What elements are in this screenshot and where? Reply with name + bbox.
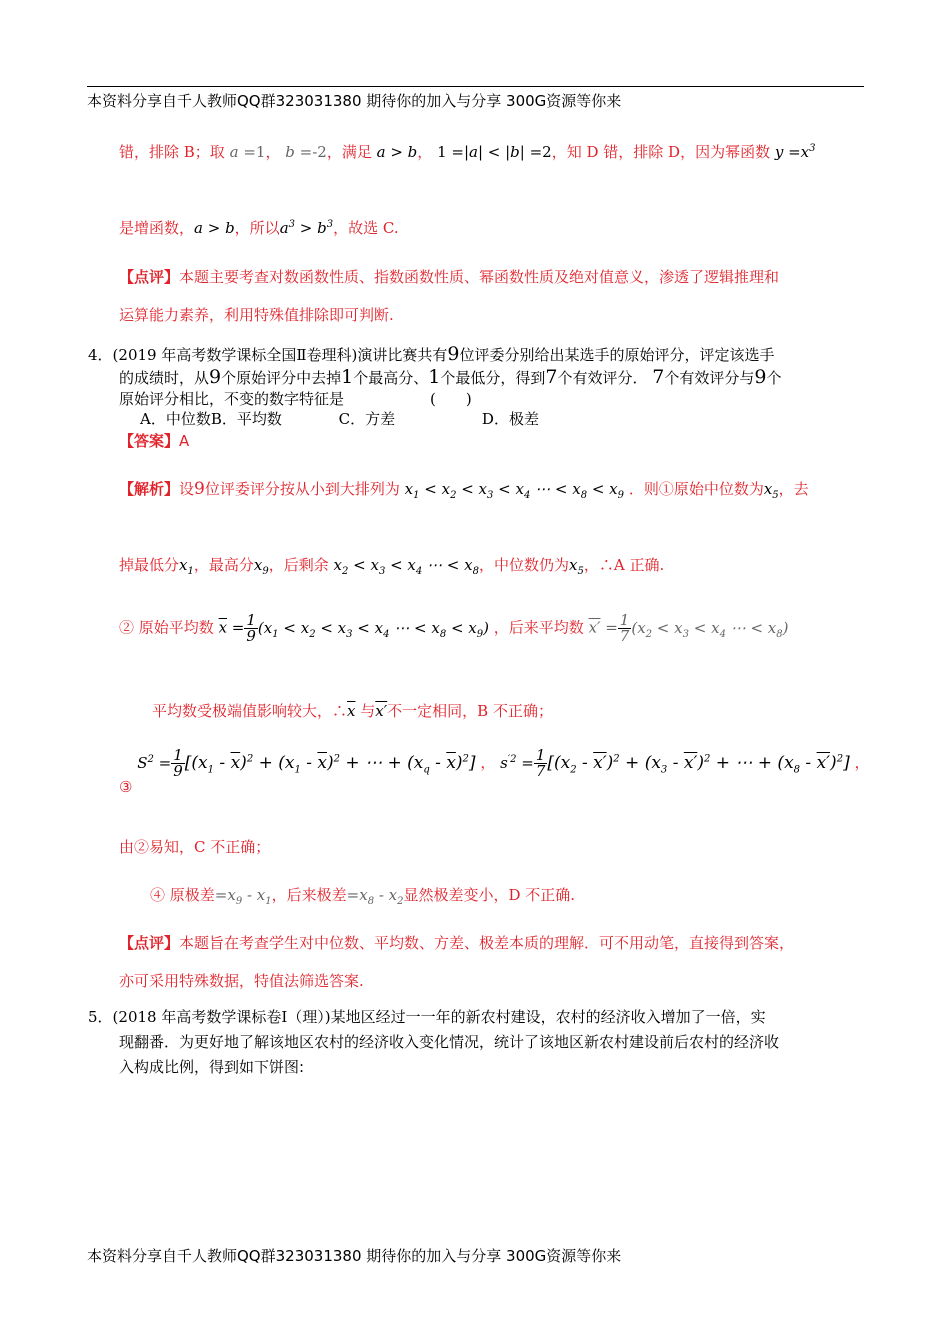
option-d: D．极差	[481, 410, 539, 428]
q4-stem-line2: 的成绩时，从9个原始评分中去掉1个最高分、1个最低分，得到7个有效评分． 7个有效评分与9个	[119, 366, 782, 388]
q4-stem-line1: 4．(2019 年高考数学课标全国Ⅱ卷理科)演讲比赛共有9位评委分别给出某选手的原始评分，评定该选手	[88, 343, 775, 365]
page-header: 本资料分享自千人教师QQ群323031380 期待你的加入与分享 300G资源等你来	[87, 92, 622, 110]
q4-stem-line3: 原始评分相比，不变的数字特征是 ( )	[119, 390, 472, 408]
q3-analysis-line2: 是增函数，a > b，所以$a^3 > b^3$，故选 C.	[119, 219, 399, 237]
page-footer: 本资料分享自千人教师QQ群323031380 期待你的加入与分享 300G资源等你来	[87, 1247, 622, 1265]
q4-analysis-line6: 由②易知，C 不正确；	[119, 838, 271, 856]
q4-review-line1: 【点评】本题旨在考查学生对中位数、平均数、方差、极差本质的理解．可不用动笔，直接得到答案，	[119, 934, 795, 952]
q4-analysis-line2: 掉最低分$x_1$，最高分$x_9$，后剩余 $x_2 < x_3 < x_4$ ⋯ < $x_8$，中位数仍为$x_5$，∴A 正确.	[119, 556, 665, 577]
q3-review-line2: 运算能力素养，利用特殊值排除即可判断.	[119, 306, 394, 324]
q4-options	[140, 408, 539, 429]
q4-answer: 【答案】A	[119, 432, 190, 450]
q4-analysis-line7: ④ 原极差$=x_9 - x_1$，后来极差$=x_8 - x_2$显然极差变小，D 不正确.	[150, 886, 576, 907]
option-a: A．中位数	[140, 410, 211, 428]
option-c: C．方差	[338, 410, 396, 428]
q4-analysis-line5: ③ $S^2$ = $\frac{1}{9}$ [$(x_1 - \overline{x})^2 + (x_1 - \overline{x})^2$ + ⋯ + $(x_q - \overline{x})^2$] ， $s^{'2}$ = $\frac{1}{7}$ [$(x_2 - x')^2 + (x_3 - x')^2$ + ⋯ + $(x_8 - x')^2$] ，	[119, 746, 870, 796]
q5-stem-line2: 现翻番．为更好地了解该地区农村的经济收入变化情况，统计了该地区新农村建设前后农村的经济收	[119, 1033, 780, 1051]
q5-stem-line1: 5．(2018 年高考数学课标卷Ⅰ（理）)某地区经过一一年的新农村建设，农村的经济收入增加了一倍，实	[88, 1008, 766, 1026]
q5-stem-line3: 入构成比例，得到如下饼图:	[119, 1058, 305, 1076]
q4-analysis-line3: ② 原始平均数 $\overline{x}$ = $\frac{1}{9}$ ($x_1 < x_2 < x_3 < x_4$ ⋯ < $x_8 < x_9$) ，后来平均数 x′ = $\frac{1}{7}$ ($x_2 < x_3 < x_4$ ⋯ < $x_8$)	[119, 611, 789, 645]
q4-review-line2: 亦可采用特殊数据，特值法筛选答案.	[119, 972, 364, 990]
option-b: B．平均数	[210, 410, 282, 428]
q3-analysis-line1: 错，排除 B；取 a =1， b =-2，满足 a > b， 1 =|a| < |b| =2，知 D 错，排除 D，因为幂函数 $y =x^3$	[119, 143, 816, 161]
q3-review-line1: 【点评】本题主要考查对数函数性质、指数函数性质、幂函数性质及绝对值意义，渗透了逻辑推理和	[119, 268, 780, 286]
header-rule	[87, 86, 864, 87]
q4-analysis-line1: 【解析】设9位评委评分按从小到大排列为 $x_1 < x_2 < x_3 < x_4$ ⋯ < $x_8 < x_9$ ．则①原始中位数为$x_5$，去	[119, 479, 809, 501]
q4-analysis-line4: 平均数受极端值影响较大，$\therefore\overline{x}$ 与x′不一定相同，B 不正确；	[152, 702, 553, 720]
